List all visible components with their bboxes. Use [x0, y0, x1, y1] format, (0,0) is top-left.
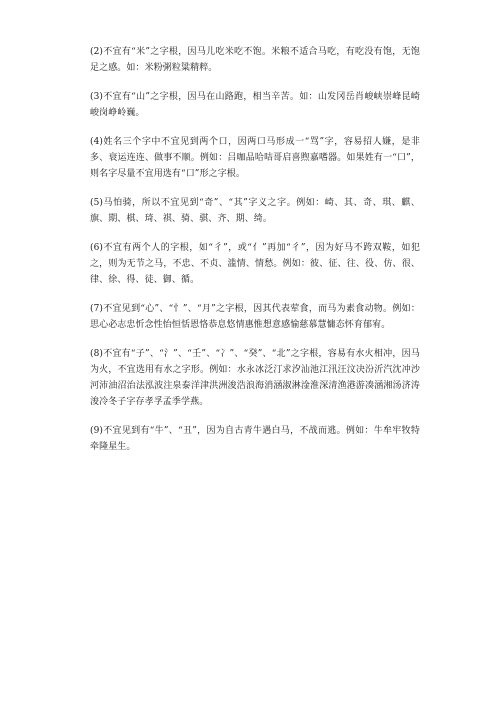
paragraph-rule-5: (5)马怕骑，所以不宜见到“奇”、“其”字义之字。例如：崎、其、奇、琪、麒、旗、期、棋、琦、祺、骑、骐、齐、期、绮。 — [90, 198, 420, 224]
paragraph-rule-8: (8)不宜有“子”、“氵”、“壬”、“冫”、“癸”、“北”之字根，容易有水火相冲，因马为火，不宜选用有水之字形。例如：水永冰泛汀求汐汕池江汛汪汶决汾沂汽沈冲沙河沛油沼治法泓波注泉泰洋津洪洲浚浩浪海消涵淑淋淦淮深清渔港游凑涵湘汤济涛浚冷冬子字存孝孚孟季学燕。 — [90, 349, 420, 407]
paragraph-rule-4: (4)姓名三个字中不宜见到两个口，因两口马形成一“骂”字，容易招人嫌，是非多、衰运连连、做事不顺。例如：吕咖品哈咭哥启喜煦嘉嗜器。如果姓有一“口”，则名字尽量不宜用选有“口”形之字根。 — [90, 137, 420, 179]
paragraph-rule-9: (9)不宜见到有“牛”、“丑”，因为自古青牛遇白马，不战而逃。例如：牛牟牢牧特牵隆星生。 — [90, 426, 420, 452]
paragraph-rule-2: (2)不宜有“米”之字根，因马儿吃米吃不饱。米粮不适合马吃，有吃没有饱，无饱足之感。如：米粉粥粒粱精粹。 — [90, 47, 420, 73]
document-page — [90, 44, 420, 468]
paragraph-rule-3: (3)不宜有“山”之字根，因马在山路跑，相当辛苦。如：山发冈岳肖峻峡崇峰昆崎峻岗峥岭巍。 — [90, 92, 420, 118]
paragraph-rule-6: (6)不宜有两个人的字根，如“彳”，或“亻”再加“彳”，因为好马不跨双鞍，如犯之，则为无节之马，不忠、不贞、滥情、情愁。例如：彼、征、往、役、仿、很、律、徐、得、徒、御、循。 — [90, 243, 420, 285]
paragraph-rule-7: (7)不宜见到“心”、“忄”、“月”之字根，因其代表荤食，而马为素食动物。例如：思心必志忠忻念性怡恒恬恩恪恭息悠情惠惟想意感愉慈慕慧慵态怀育郁宥。 — [90, 304, 420, 330]
